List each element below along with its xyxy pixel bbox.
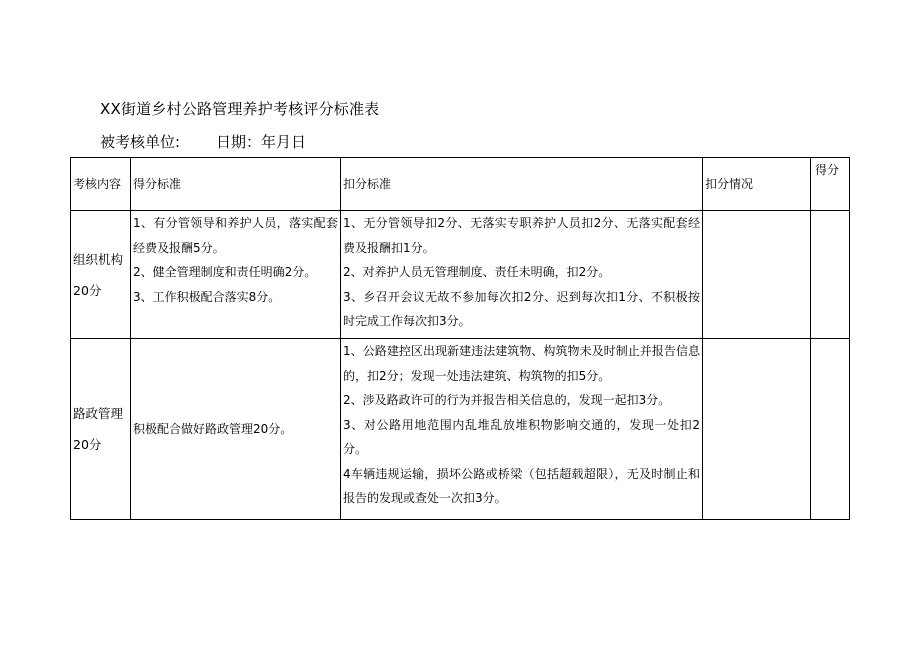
category-points: 20分 [73, 282, 102, 298]
criteria-item: 2、健全管理制度和责任明确2分。 [133, 265, 317, 279]
table-row [71, 211, 850, 339]
date-label: 日期：年月日 [216, 133, 307, 151]
header-status: 扣分情况 [703, 158, 811, 211]
status-cell [703, 211, 811, 339]
deduction-item: 2、涉及路政许可的行为并报告相关信息的，发现一起扣3分。 [343, 393, 671, 407]
scoring-table [70, 157, 850, 520]
category-points: 20分 [73, 437, 102, 452]
deduction-item: 2、对养护人员无管理制度、责任未明确，扣2分。 [343, 265, 611, 279]
deduction-item: 3、乡召开会议无故不参加每次扣2分、迟到每次扣1分、不积极按时完成工作每次扣3分。 [343, 289, 700, 328]
category-name: 组织机构 [73, 251, 124, 267]
document-title: XX街道乡村公路管理养护考核评分标准表 [100, 100, 380, 118]
category-cell [71, 211, 131, 339]
criteria-item: 积极配合做好路政管理20分。 [133, 421, 293, 436]
criteria-cell [131, 339, 341, 520]
status-cell [703, 339, 811, 520]
criteria-cell [131, 211, 341, 339]
header-content: 考核内容 [71, 158, 131, 211]
deduction-cell [341, 211, 703, 339]
deduction-cell [341, 339, 703, 520]
deduction-item: 4车辆违规运输，损坏公路或桥梁（包括超载超限），无及时制止和报告的发现或查处一次扣3分。 [343, 466, 700, 505]
deduction-item: 3、对公路用地范围内乱堆乱放堆积物影响交通的，发现一处扣2分。 [343, 417, 700, 456]
table-header-row [71, 158, 850, 211]
score-cell [811, 211, 850, 339]
category-cell [71, 339, 131, 520]
score-cell [811, 339, 850, 520]
deduction-item: 1、公路建控区出现新建违法建筑物、构筑物未及时制止并报告信息的，扣2分；发现一处违法建筑、构筑物的扣5分。 [343, 344, 700, 383]
criteria-item: 1、有分管领导和养护人员，落实配套经费及报酬5分。 [133, 216, 338, 255]
header-criteria: 得分标准 [131, 158, 341, 211]
meta-line [100, 131, 307, 152]
criteria-item: 3、工作积极配合落实8分。 [133, 289, 281, 304]
header-deduction: 扣分标准 [341, 158, 703, 211]
unit-label: 被考核单位: [100, 133, 181, 151]
category-name: 路政管理 [73, 406, 124, 421]
table-row [71, 339, 850, 520]
header-score: 得分 [811, 158, 850, 211]
deduction-item: 1、无分管领导扣2分、无落实专职养护人员扣2分、无落实配套经费及报酬扣1分。 [343, 216, 700, 255]
